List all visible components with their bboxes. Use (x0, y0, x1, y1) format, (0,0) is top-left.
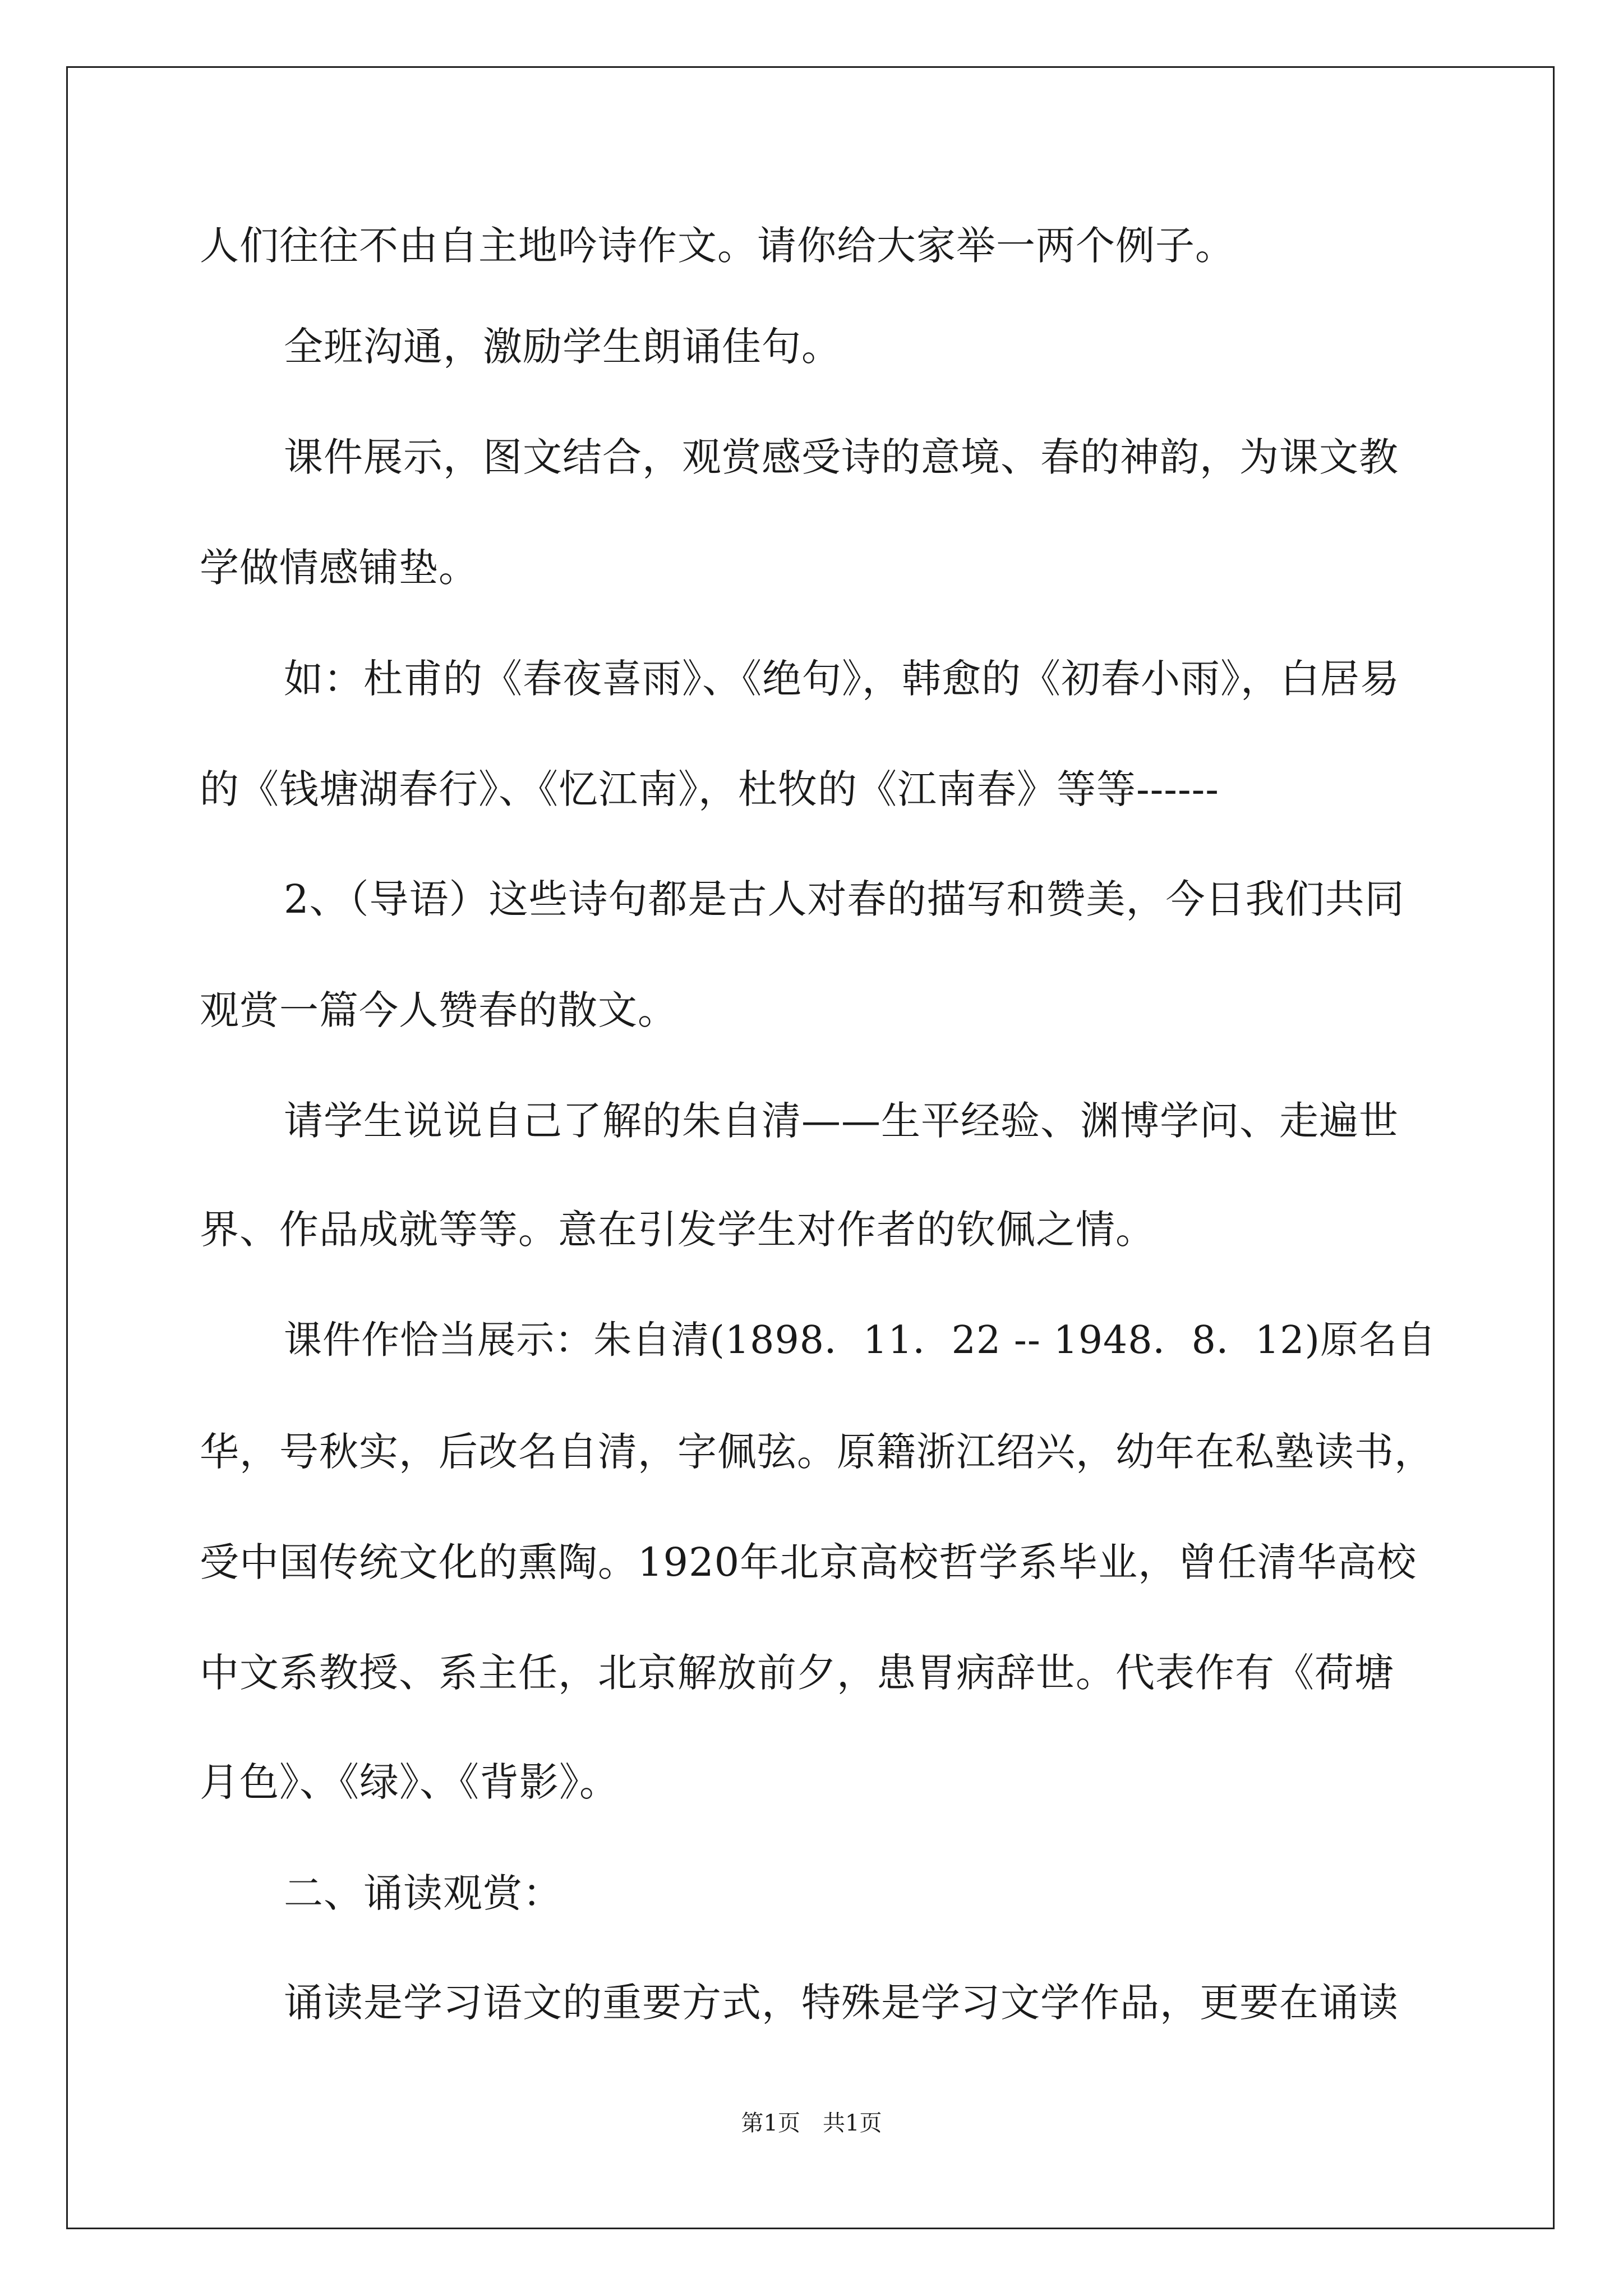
text-line: 华，号秋实，后改名自清，字佩弦。原籍浙江绍兴，幼年在私塾读书， (200, 1429, 1434, 1475)
text-line: 的《钱塘湖春行》、《忆江南》，杜牧的《江南春》等等------ (200, 766, 1219, 812)
text-line: 如：杜甫的《春夜喜雨》、《绝句》，韩愈的《初春小雨》，白居易 (284, 656, 1400, 702)
page-number: 第1页 共1页 (741, 2110, 882, 2136)
text-line: 二、诵读观赏： (284, 1870, 562, 1916)
text-line: 请学生说说自己了解的朱自清——生平经验、渊博学问、走遍世 (284, 1098, 1399, 1144)
text-line: 课件展示，图文结合，观赏感受诗的意境、春的神韵，为课文教 (284, 434, 1399, 480)
text-line: 课件作恰当展示：朱自清(1898．11．22 -- 1948．8．12)原名自 (284, 1318, 1437, 1363)
text-line: 学做情感铺垫。 (200, 545, 478, 591)
text-line: 人们往往不由自主地吟诗作文。请你给大家举一两个例子。 (200, 223, 1235, 269)
text-line: 全班沟通，激励学生朗诵佳句。 (284, 324, 841, 370)
text-line: 观赏一篇今人赞春的散文。 (200, 987, 677, 1033)
text-line: 诵读是学习语文的重要方式，特殊是学习文学作品，更要在诵读 (284, 1980, 1399, 2026)
text-line: 受中国传统文化的熏陶。1920年北京高校哲学系毕业，曾任清华高校 (200, 1539, 1417, 1585)
text-line: 月色》、《绿》、《背影》。 (200, 1759, 619, 1805)
text-line: 界、作品成就等等。意在引发学生对作者的钦佩之情。 (200, 1207, 1155, 1253)
text-line: 2、（导语）这些诗句都是古人对春的描写和赞美，今日我们共同 (284, 876, 1405, 922)
text-line: 中文系教授、系主任，北京解放前夕，患胃病辞世。代表作有《荷塘 (200, 1650, 1394, 1696)
